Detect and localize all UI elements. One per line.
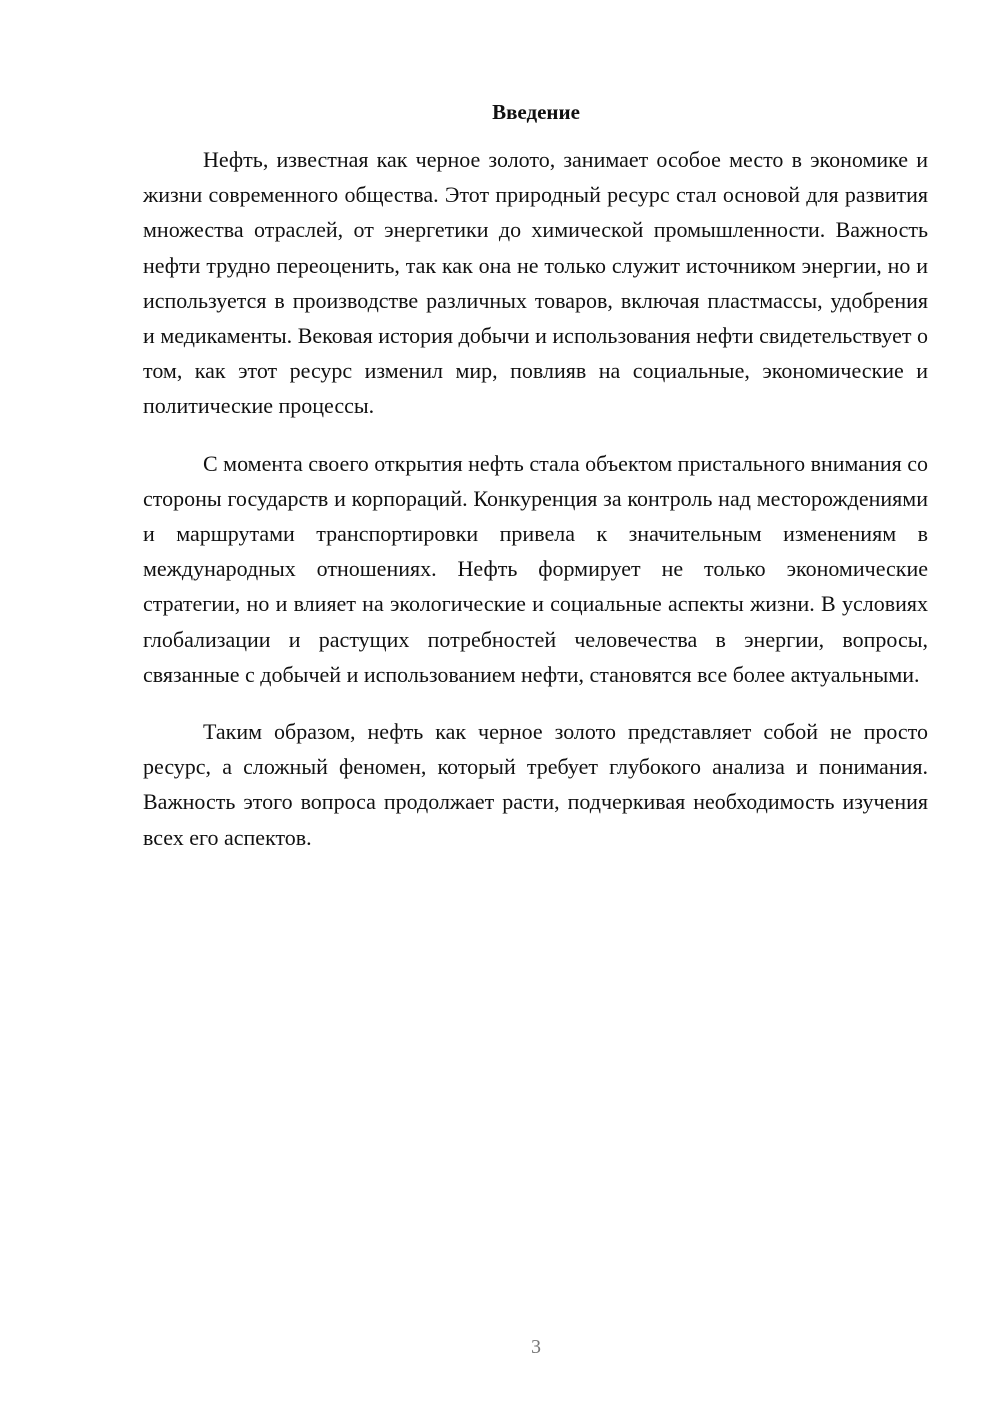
page-number: 3 (531, 1336, 541, 1358)
paragraph-1: Нефть, известная как черное золото, занимает особое место в экономике и жизни современного общества. Этот природный ресурс стал основой для развития множества отраслей, от энергетики до химической промышленности. Важность нефти трудно переоценить, так как она не только служит источником энергии, но и используется в производстве различных товаров, включая пластмассы, удобрения и медикаменты. Вековая история добычи и использования нефти свидетельствует о том, как этот ресурс изменил мир, повлияв на социальные, экономические и политические процессы. (143, 147, 928, 419)
paragraph-3: Таким образом, нефть как черное золото представляет собой не просто ресурс, а сложный феномен, который требует глубокого анализа и понимания. Важность этого вопроса продолжает расти, подчеркивая необходимость изучения всех его аспектов. (143, 719, 928, 850)
paragraph-2: С момента своего открытия нефть стала объектом пристального внимания со стороны государств и корпораций. Конкуренция за контроль над месторождениями и маршрутами транспортировки привела к значительным изменениям в международных отношениях. Нефть формирует не только экономические стратегии, но и влияет на экологические и социальные аспекты жизни. В условиях глобализации и растущих потребностей человечества в энергии, вопросы, связанные с добычей и использованием нефти, становятся все более актуальными. (143, 450, 928, 687)
body-text (143, 142, 928, 877)
section-heading: Введение (492, 100, 580, 124)
